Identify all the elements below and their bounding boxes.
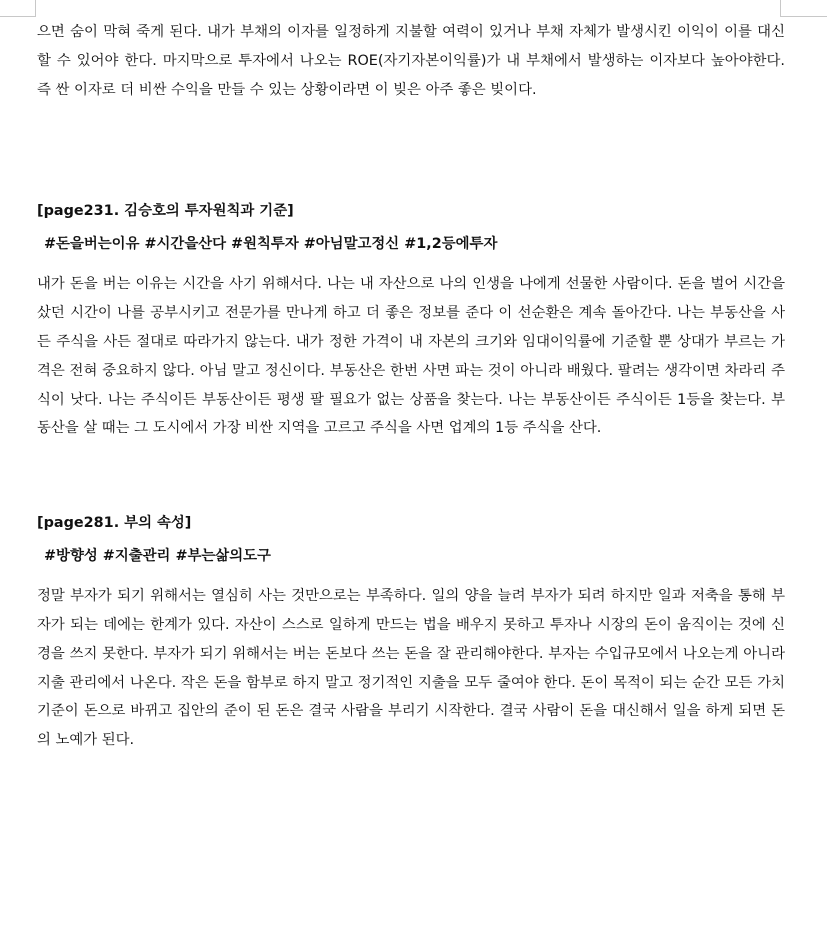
- spacer: [37, 535, 785, 544]
- section-heading: [page231. 김승호의 투자원칙과 기준]: [37, 203, 294, 220]
- section-tags: #돈을버는이유 #시간을산다 #원칙투자 #아님말고정신 #1,2등에투자: [44, 236, 498, 253]
- spacer: [37, 104, 785, 199]
- intro-paragraph: 으면 숨이 막혀 죽게 된다. 내가 부채의 이자를 일정하게 지불할 여력이 있거나 부채 자체가 발생시킨 이익이 이를 대신할 수 있어야 한다. 마지막으로 투자에서 나오는 ROE(자기자본이익률)가 내 부채에서 발생하는 이자보다 높아야한다. 즉 싼 이자로 더 비싼 수익을 만들 수 있는 상황이라면 이 빚은 아주 좋은 빚이다.: [37, 24, 785, 98]
- spacer: [37, 443, 785, 511]
- page-corner-mark-right: [780, 0, 827, 17]
- spacer: [37, 568, 785, 582]
- spacer: [37, 223, 785, 232]
- section-tags: #방향성 #지출관리 #부는삶의도구: [44, 548, 271, 565]
- section-heading: [page281. 부의 속성]: [37, 515, 192, 532]
- section-body: 정말 부자가 되기 위해서는 열심히 사는 것만으로는 부족하다. 일의 양을 늘려 부자가 되려 하지만 일과 저축을 통해 부자가 되는 데에는 한계가 있다. 자산이 스스로 일하게 만드는 법을 배우지 못하고 투자나 시장의 돈이 움직이는 것에 신경을 쓰지 못한다. 부자가 되기 위해서는 버는 돈보다 쓰는 돈을 잘 관리해야한다. 부자는 수입규모에서 나오는게 아니라 지출 관리에서 나온다. 작은 돈을 함부로 하지 말고 정기적인 지출을 모두 줄여야 한다. 돈이 목적이 되는 순간 모든 가치기준이 돈으로 바뀌고 집안의 준이 된 돈은 결국 사람을 부리기 시작한다. 결국 사람이 돈을 대신해서 일을 하게 되면 돈의 노예가 된다.: [37, 588, 785, 749]
- section-body: 내가 돈을 버는 이유는 시간을 사기 위해서다. 나는 내 자산으로 나의 인생을 나에게 선물한 사람이다. 돈을 벌어 시간을 샀던 시간이 나를 공부시키고 전문가를 만나게 하고 더 좋은 정보를 준다 이 선순환은 계속 돌아간다. 나는 부동산을 사든 주식을 사든 절대로 따라가지 않는다. 내가 정한 가격이 내 자본의 크기와 임대이익률에 기준할 뿐 상대가 부르는 가격은 전혀 중요하지 않다. 아님 말고 정신이다. 부동산은 한번 사면 파는 것이 아니라 배웠다. 팔려는 생각이면 차라리 주식이 낫다. 나는 주식이든 부동산이든 평생 팔 필요가 없는 상품을 찾는다. 나는 부동산이든 주식이든 1등을 찾는다. 부동산을 살 때는 그 도시에서 가장 비싼 지역을 고르고 주식을 사면 업계의 1등 주식을 산다.: [37, 276, 785, 437]
- page-corner-mark-left: [0, 0, 36, 17]
- spacer: [37, 256, 785, 270]
- document-body: [37, 18, 785, 755]
